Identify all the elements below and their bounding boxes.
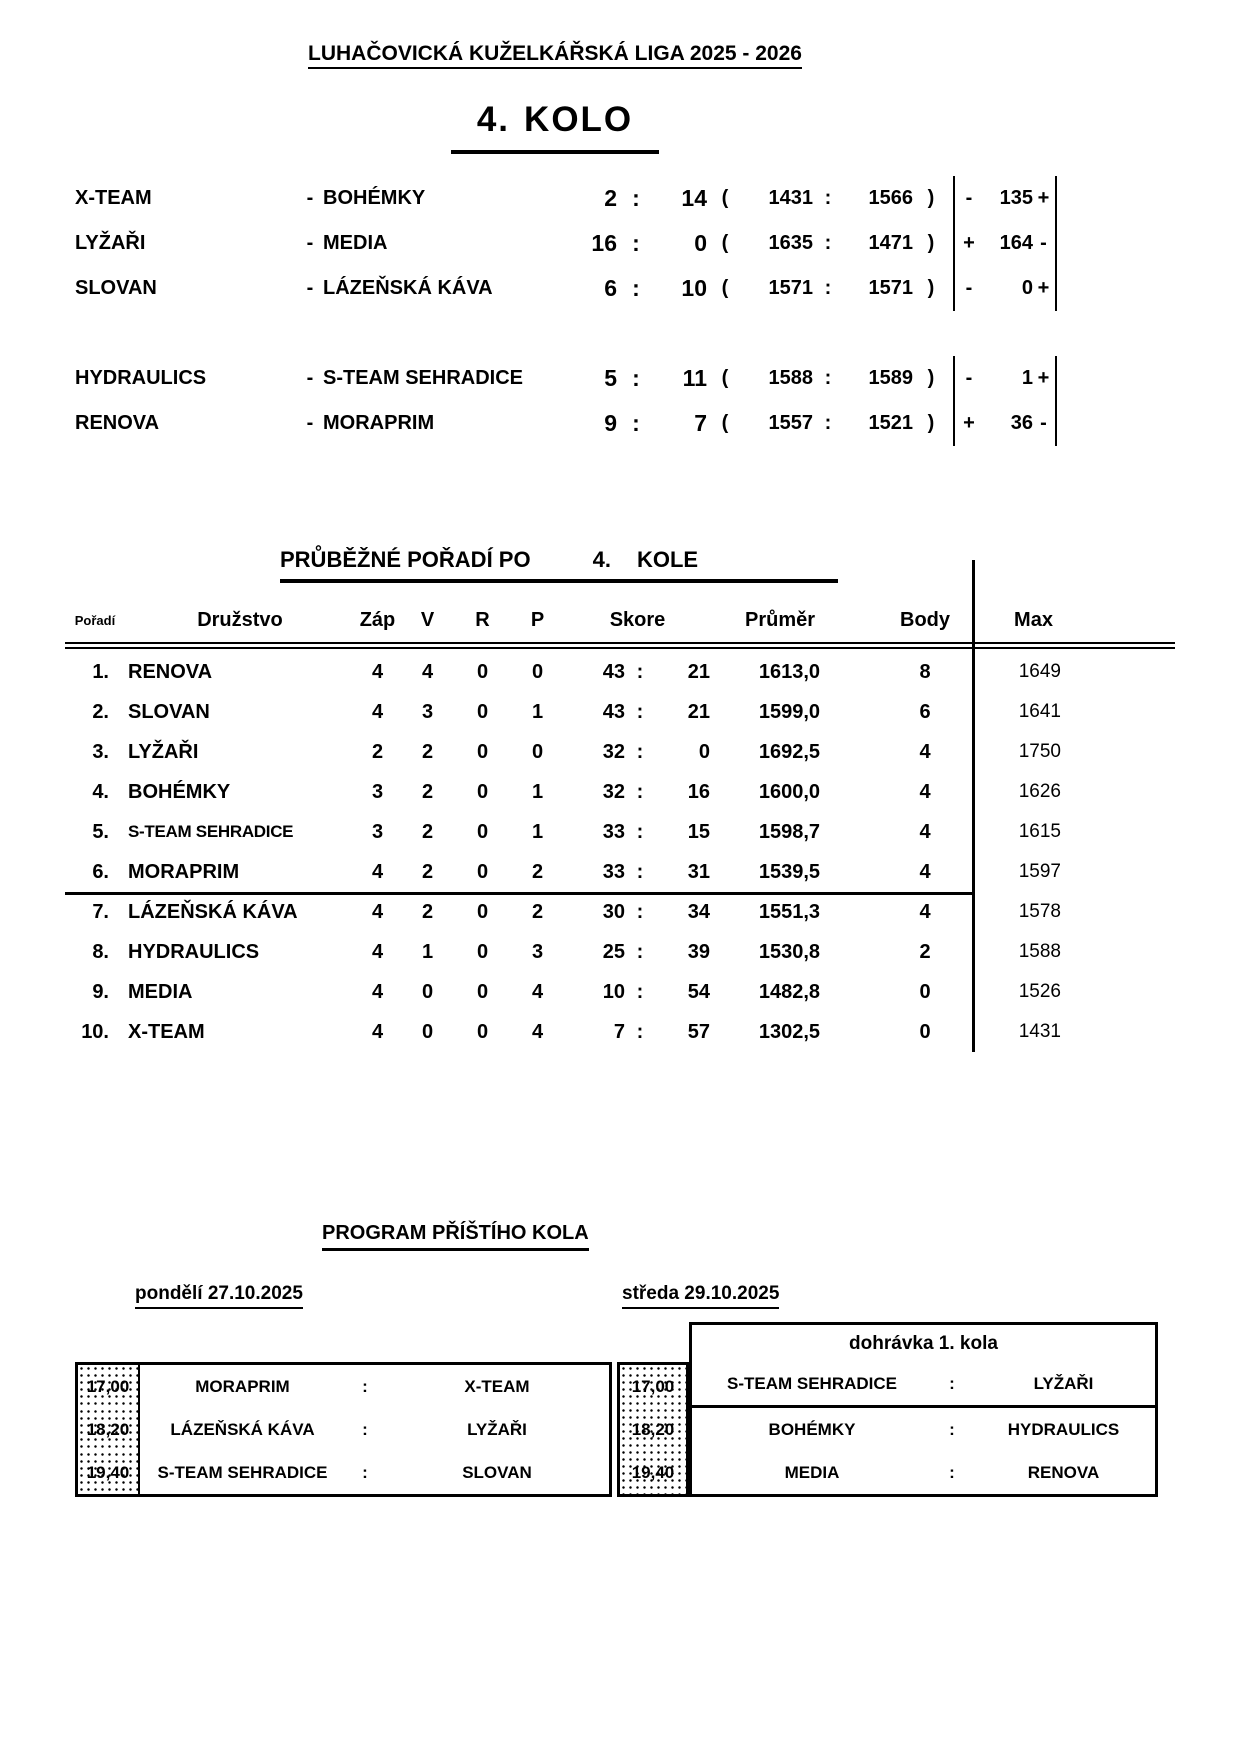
standings-header-row bbox=[65, 600, 1175, 640]
header-double-rule bbox=[65, 642, 1175, 649]
diff-value: 36 bbox=[1010, 412, 1033, 434]
colon: : bbox=[824, 187, 832, 209]
wins: 2 bbox=[421, 900, 434, 923]
max-column-divider bbox=[972, 560, 975, 1052]
diff-sign-right: + bbox=[1037, 187, 1050, 209]
average: 1302,5 bbox=[758, 1020, 820, 1043]
monday-schedule-table bbox=[75, 1362, 612, 1497]
losses: 2 bbox=[531, 900, 544, 923]
team: X-TEAM bbox=[128, 1020, 205, 1043]
standings-row bbox=[65, 732, 1175, 772]
header-points: Body bbox=[900, 608, 950, 631]
header-draws: R bbox=[475, 608, 490, 631]
away-team: MEDIA bbox=[323, 232, 388, 254]
losses: 1 bbox=[531, 700, 544, 723]
score-against: 16 bbox=[687, 780, 710, 803]
max: 1615 bbox=[1018, 821, 1061, 842]
score-against: 54 bbox=[687, 980, 710, 1003]
home-team: HYDRAULICS bbox=[75, 367, 207, 389]
matches-played: 4 bbox=[371, 660, 384, 683]
paren-close: ) bbox=[927, 187, 935, 209]
home-team: X-TEAM bbox=[75, 187, 152, 209]
dash: - bbox=[306, 187, 314, 209]
match-time: 19,40 bbox=[631, 1463, 675, 1482]
colon: : bbox=[632, 365, 640, 391]
header-max: Max bbox=[1014, 608, 1053, 631]
schedule-row bbox=[78, 1451, 609, 1494]
pins-away: 1566 bbox=[868, 187, 913, 209]
colon: : bbox=[636, 1020, 644, 1043]
colon: : bbox=[636, 820, 644, 843]
rank: 8. bbox=[92, 940, 109, 963]
pins-away: 1589 bbox=[868, 367, 913, 389]
average: 1482,8 bbox=[758, 980, 820, 1003]
points: 4 bbox=[919, 900, 931, 923]
score-for: 33 bbox=[602, 860, 625, 883]
points: 8 bbox=[919, 660, 931, 683]
pins-home: 1571 bbox=[768, 277, 813, 299]
pins-away: 1571 bbox=[868, 277, 913, 299]
max: 1597 bbox=[1018, 861, 1061, 882]
home-team: S-TEAM SEHRADICE bbox=[726, 1373, 897, 1393]
pins-home: 1557 bbox=[768, 412, 813, 434]
rank: 2. bbox=[92, 700, 109, 723]
header-wins: V bbox=[420, 608, 435, 631]
team: BOHÉMKY bbox=[128, 780, 231, 803]
standings-row bbox=[65, 932, 1175, 972]
score-against: 57 bbox=[687, 1020, 710, 1043]
round-title bbox=[0, 100, 1110, 154]
standings-title-round: 4. bbox=[592, 547, 611, 572]
match-row bbox=[75, 266, 953, 311]
points-away: 0 bbox=[694, 230, 707, 256]
wednesday-time-column bbox=[617, 1362, 689, 1497]
losses: 1 bbox=[531, 780, 544, 803]
header-score: Skore bbox=[609, 608, 666, 631]
average: 1598,7 bbox=[758, 820, 820, 843]
home-team: RENOVA bbox=[75, 412, 160, 434]
colon: : bbox=[632, 275, 640, 301]
score-against: 21 bbox=[687, 700, 710, 723]
home-team: MORAPRIM bbox=[195, 1376, 290, 1396]
paren-close: ) bbox=[927, 232, 935, 254]
team: S-TEAM SEHRADICE bbox=[128, 822, 294, 841]
score-for: 25 bbox=[602, 940, 625, 963]
relegation-separator-line bbox=[65, 892, 974, 895]
match-row bbox=[75, 221, 953, 266]
pins-home: 1588 bbox=[768, 367, 813, 389]
diff-value: 164 bbox=[999, 232, 1033, 254]
colon: : bbox=[949, 1462, 955, 1482]
diff-value: 0 bbox=[1021, 277, 1033, 299]
wins: 2 bbox=[421, 820, 434, 843]
diff-sign-left: + bbox=[963, 412, 975, 434]
dash: - bbox=[306, 232, 314, 254]
matches-played: 4 bbox=[371, 980, 384, 1003]
rank: 7. bbox=[92, 900, 109, 923]
matches-played: 4 bbox=[371, 940, 384, 963]
pin-difference-column bbox=[953, 356, 1057, 446]
average: 1613,0 bbox=[758, 660, 820, 683]
draws: 0 bbox=[476, 940, 489, 963]
wins: 4 bbox=[421, 660, 434, 683]
average: 1530,8 bbox=[758, 940, 820, 963]
away-team: MORAPRIM bbox=[323, 412, 435, 434]
diff-row bbox=[955, 266, 1055, 311]
score-against: 0 bbox=[698, 740, 710, 763]
wins: 2 bbox=[421, 860, 434, 883]
results-group-1-matches bbox=[75, 176, 953, 311]
colon: : bbox=[824, 277, 832, 299]
score-for: 32 bbox=[602, 780, 625, 803]
away-team: LYŽAŘI bbox=[1033, 1373, 1094, 1393]
matches-played: 2 bbox=[371, 740, 384, 763]
league-title bbox=[0, 42, 1110, 66]
points-home: 6 bbox=[604, 275, 617, 301]
wins: 2 bbox=[421, 740, 434, 763]
match-row bbox=[75, 176, 953, 221]
schedule-row bbox=[78, 1408, 609, 1451]
colon: : bbox=[824, 367, 832, 389]
team: SLOVAN bbox=[128, 700, 210, 723]
standings-row bbox=[65, 772, 1175, 812]
wins: 1 bbox=[421, 940, 434, 963]
losses: 3 bbox=[531, 940, 544, 963]
diff-sign-left: - bbox=[965, 367, 973, 389]
colon: : bbox=[632, 410, 640, 436]
standings-title-suffix: KOLE bbox=[636, 547, 699, 572]
colon: : bbox=[636, 860, 644, 883]
wins: 0 bbox=[421, 980, 434, 1003]
round-number: 4. bbox=[476, 100, 511, 139]
pins-away: 1521 bbox=[868, 412, 913, 434]
match-row bbox=[75, 401, 953, 446]
score-for: 30 bbox=[602, 900, 625, 923]
paren-open: ( bbox=[721, 367, 729, 389]
losses: 4 bbox=[531, 980, 544, 1003]
draws: 0 bbox=[476, 860, 489, 883]
diff-row bbox=[955, 401, 1055, 446]
standings-row bbox=[65, 1012, 1175, 1052]
colon: : bbox=[636, 740, 644, 763]
colon: : bbox=[949, 1373, 955, 1393]
results-group-2-matches bbox=[75, 356, 953, 446]
draws: 0 bbox=[476, 1020, 489, 1043]
team: MEDIA bbox=[128, 980, 193, 1003]
points-home: 5 bbox=[604, 365, 617, 391]
standings-table-body bbox=[65, 652, 1175, 1052]
standings-row bbox=[65, 852, 1175, 892]
points: 4 bbox=[919, 780, 931, 803]
colon: : bbox=[636, 780, 644, 803]
max: 1626 bbox=[1018, 781, 1061, 802]
results-group-1 bbox=[75, 176, 1061, 311]
schedule-row bbox=[692, 1408, 1155, 1451]
team: LYŽAŘI bbox=[128, 740, 199, 763]
diff-row bbox=[955, 176, 1055, 221]
diff-sign-right: + bbox=[1037, 277, 1050, 299]
round-results bbox=[75, 176, 1061, 446]
matches-played: 4 bbox=[371, 1020, 384, 1043]
standings-row bbox=[65, 892, 1175, 932]
home-team: LÁZEŇSKÁ KÁVA bbox=[170, 1419, 315, 1439]
colon: : bbox=[949, 1419, 955, 1439]
diff-sign-left: + bbox=[963, 232, 975, 254]
points: 4 bbox=[919, 740, 931, 763]
points-away: 10 bbox=[681, 275, 707, 301]
wednesday-schedule-table bbox=[689, 1405, 1158, 1497]
matches-played: 4 bbox=[371, 860, 384, 883]
standings-title bbox=[280, 547, 838, 583]
match-time: 18,20 bbox=[631, 1420, 675, 1439]
average: 1539,5 bbox=[758, 860, 820, 883]
points: 4 bbox=[919, 860, 931, 883]
standings-row bbox=[65, 692, 1175, 732]
points: 6 bbox=[919, 700, 931, 723]
diff-sign-right: + bbox=[1037, 367, 1050, 389]
losses: 1 bbox=[531, 820, 544, 843]
points: 0 bbox=[919, 1020, 931, 1043]
away-team: X-TEAM bbox=[464, 1376, 530, 1396]
away-team: SLOVAN bbox=[462, 1462, 532, 1482]
matches-played: 3 bbox=[371, 820, 384, 843]
matches-played: 4 bbox=[371, 700, 384, 723]
score-against: 31 bbox=[687, 860, 710, 883]
matches-played: 3 bbox=[371, 780, 384, 803]
score-for: 33 bbox=[602, 820, 625, 843]
colon: : bbox=[632, 230, 640, 256]
diff-sign-left: - bbox=[965, 187, 973, 209]
rank: 1. bbox=[92, 660, 109, 683]
pins-home: 1431 bbox=[768, 187, 813, 209]
draws: 0 bbox=[476, 660, 489, 683]
away-team: S-TEAM SEHRADICE bbox=[323, 367, 524, 389]
colon: : bbox=[362, 1376, 368, 1396]
standings-row bbox=[65, 812, 1175, 852]
max: 1588 bbox=[1018, 941, 1061, 962]
team: LÁZEŇSKÁ KÁVA bbox=[128, 900, 298, 923]
monday-date-label: pondělí 27.10.2025 bbox=[135, 1283, 303, 1309]
match-time: 18,20 bbox=[78, 1408, 140, 1451]
losses: 2 bbox=[531, 860, 544, 883]
header-matches: Záp bbox=[359, 608, 396, 631]
standings-row bbox=[65, 972, 1175, 1012]
rank: 6. bbox=[92, 860, 109, 883]
colon: : bbox=[362, 1419, 368, 1439]
pins-home: 1635 bbox=[768, 232, 813, 254]
dash: - bbox=[306, 412, 314, 434]
standings-title-text bbox=[280, 547, 838, 583]
average: 1599,0 bbox=[758, 700, 820, 723]
points-away: 14 bbox=[681, 185, 707, 211]
colon: : bbox=[824, 232, 832, 254]
matches-played: 4 bbox=[371, 900, 384, 923]
paren-close: ) bbox=[927, 367, 935, 389]
away-team: BOHÉMKY bbox=[323, 187, 426, 209]
diff-sign-right: - bbox=[1040, 412, 1047, 434]
team: HYDRAULICS bbox=[128, 940, 260, 963]
makeup-round-header: dohrávka 1. kola bbox=[849, 1333, 998, 1354]
rank: 10. bbox=[81, 1020, 109, 1043]
paren-open: ( bbox=[721, 187, 729, 209]
score-against: 34 bbox=[687, 900, 710, 923]
standings-title-prefix: PRŮBĚŽNÉ POŘADÍ PO bbox=[280, 547, 531, 572]
away-team: LYŽAŘI bbox=[467, 1419, 527, 1439]
away-team: LÁZEŇSKÁ KÁVA bbox=[323, 277, 493, 299]
round-word: KOLO bbox=[524, 100, 634, 139]
match-time: 17,00 bbox=[78, 1365, 140, 1408]
score-for: 10 bbox=[602, 980, 625, 1003]
wednesday-date-label: středa 29.10.2025 bbox=[622, 1283, 779, 1309]
points-home: 16 bbox=[591, 230, 617, 256]
max: 1641 bbox=[1018, 701, 1061, 722]
away-team: RENOVA bbox=[1027, 1462, 1100, 1482]
team: RENOVA bbox=[128, 660, 213, 683]
max: 1526 bbox=[1018, 981, 1061, 1002]
match-time: 19,40 bbox=[78, 1451, 140, 1494]
points-away: 7 bbox=[694, 410, 707, 436]
results-group-2 bbox=[75, 356, 1061, 446]
away-team: HYDRAULICS bbox=[1007, 1419, 1120, 1439]
standings-row bbox=[65, 652, 1175, 692]
score-against: 21 bbox=[687, 660, 710, 683]
rank: 5. bbox=[92, 820, 109, 843]
round-title-text bbox=[451, 100, 659, 154]
colon: : bbox=[362, 1462, 368, 1482]
score-against: 15 bbox=[687, 820, 710, 843]
program-title: PROGRAM PŘÍŠTÍHO KOLA bbox=[322, 1222, 589, 1251]
colon: : bbox=[632, 185, 640, 211]
colon: : bbox=[636, 940, 644, 963]
header-average: Průměr bbox=[744, 608, 816, 631]
rank: 4. bbox=[92, 780, 109, 803]
max: 1431 bbox=[1018, 1021, 1061, 1042]
league-title-text: LUHAČOVICKÁ KUŽELKÁŘSKÁ LIGA 2025 - 2026 bbox=[308, 42, 802, 69]
wins: 3 bbox=[421, 700, 434, 723]
max: 1750 bbox=[1018, 741, 1061, 762]
paren-close: ) bbox=[927, 412, 935, 434]
points-home: 2 bbox=[604, 185, 617, 211]
home-team: SLOVAN bbox=[75, 277, 157, 299]
diff-row bbox=[955, 221, 1055, 266]
makeup-round-box bbox=[689, 1322, 1158, 1408]
draws: 0 bbox=[476, 980, 489, 1003]
average: 1692,5 bbox=[758, 740, 820, 763]
draws: 0 bbox=[476, 740, 489, 763]
dash: - bbox=[306, 367, 314, 389]
points: 4 bbox=[919, 820, 931, 843]
diff-value: 1 bbox=[1021, 367, 1033, 389]
losses: 0 bbox=[531, 740, 544, 763]
paren-open: ( bbox=[721, 277, 729, 299]
schedule-row bbox=[78, 1365, 609, 1408]
pins-away: 1471 bbox=[868, 232, 913, 254]
score-for: 7 bbox=[613, 1020, 625, 1043]
header-rank: Pořadí bbox=[74, 612, 116, 628]
colon: : bbox=[636, 900, 644, 923]
colon: : bbox=[636, 700, 644, 723]
average: 1600,0 bbox=[758, 780, 820, 803]
score-for: 43 bbox=[602, 700, 625, 723]
paren-close: ) bbox=[927, 277, 935, 299]
points-away: 11 bbox=[682, 365, 707, 391]
header-team: Družstvo bbox=[197, 608, 283, 631]
diff-sign-right: - bbox=[1040, 232, 1047, 254]
match-row bbox=[75, 356, 953, 401]
diff-row bbox=[955, 356, 1055, 401]
schedule-row bbox=[692, 1451, 1155, 1494]
max: 1649 bbox=[1018, 661, 1061, 682]
draws: 0 bbox=[476, 820, 489, 843]
colon: : bbox=[636, 660, 644, 683]
losses: 0 bbox=[531, 660, 544, 683]
colon: : bbox=[824, 412, 832, 434]
diff-sign-left: - bbox=[965, 277, 973, 299]
header-losses: P bbox=[530, 608, 545, 631]
points: 2 bbox=[919, 940, 931, 963]
schedule-row bbox=[692, 1362, 1155, 1405]
score-against: 39 bbox=[687, 940, 710, 963]
max: 1578 bbox=[1018, 901, 1061, 922]
rank: 3. bbox=[92, 740, 109, 763]
draws: 0 bbox=[476, 900, 489, 923]
match-time: 17,00 bbox=[631, 1377, 675, 1396]
diff-value: 135 bbox=[999, 187, 1033, 209]
dash: - bbox=[306, 277, 314, 299]
home-team: MEDIA bbox=[784, 1462, 840, 1482]
paren-open: ( bbox=[721, 232, 729, 254]
losses: 4 bbox=[531, 1020, 544, 1043]
team: MORAPRIM bbox=[128, 860, 240, 883]
wins: 2 bbox=[421, 780, 434, 803]
rank: 9. bbox=[92, 980, 109, 1003]
wins: 0 bbox=[421, 1020, 434, 1043]
home-team: BOHÉMKY bbox=[768, 1419, 856, 1439]
score-for: 32 bbox=[602, 740, 625, 763]
score-for: 43 bbox=[602, 660, 625, 683]
points: 0 bbox=[919, 980, 931, 1003]
home-team: LYŽAŘI bbox=[75, 232, 146, 254]
average: 1551,3 bbox=[758, 900, 820, 923]
home-team: S-TEAM SEHRADICE bbox=[157, 1462, 328, 1482]
draws: 0 bbox=[476, 700, 489, 723]
colon: : bbox=[636, 980, 644, 1003]
pin-difference-column bbox=[953, 176, 1057, 311]
points-home: 9 bbox=[604, 410, 617, 436]
draws: 0 bbox=[476, 780, 489, 803]
paren-open: ( bbox=[721, 412, 729, 434]
